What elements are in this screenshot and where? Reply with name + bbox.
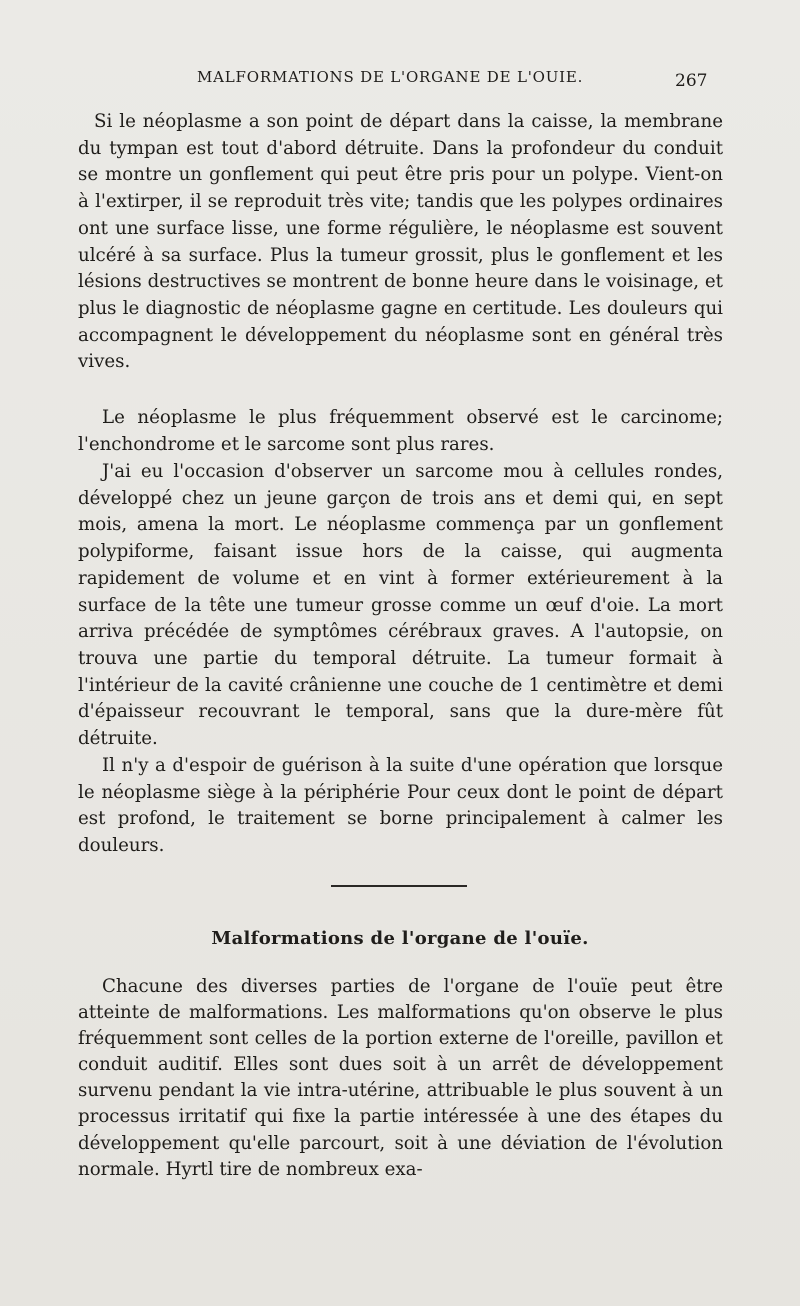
running-title: MALFORMATIONS DE L'ORGANE DE L'OUIE.: [197, 68, 584, 86]
paragraph-case-report: J'ai eu l'occasion d'observer un sarcome mou à cellules rondes, développé chez un jeune garçon de trois ans et demi qui, en sept mois, amena la mort. Le néoplasme commença par un gonflement polypiforme, faisant issue hors de la caisse, qui augmenta rapidement de volume et en vint à former extérieurement à la surface de la tête une tumeur grosse comme un œuf d'oie. La mort arriva précédée de symptômes cérébraux graves. A l'autopsie, on trouva une partie du temporal détruite. La tumeur formait à l'intérieur de la cavité crânienne une couche de 1 centimètre et demi d'épaisseur recouvrant le temporal, sans que la dure-mère fût détruite.: [78, 461, 723, 750]
paragraph-neoplasm-types: Le néoplasme le plus fréquemment observé est le carcinome; l'enchondrome et le sarcome sont plus rares.: [78, 407, 723, 455]
paragraph-prognosis: Il n'y a d'espoir de guérison à la suite d'une opération que lorsque le néoplasme siège à la périphérie Pour ceux dont le point de départ est profond, le traitement se borne principalement à calmer les douleurs.: [78, 755, 723, 857]
section-heading: Malformations de l'organe de l'ouïe.: [211, 928, 589, 949]
paragraph-neoplasm-description: Si le néoplasme a son point de départ dans la caisse, la membrane du tympan est tout d'abord détruite. Dans la profondeur du conduit se montre un gonflement qui peut être pris pour un polype. Vient-on à l'extirper, il se reproduit très vite; tandis que les polypes ordinaires ont une surface lisse, une forme régulière, le néoplasme est souvent ulcéré à sa surface. Plus la tumeur grossit, plus le gonflement et les lésions destructives se montrent de bonne heure dans le voisinage, et plus le diagnostic de néoplasme gagne en certitude. Les douleurs qui accompagnent le développement du néoplasme sont en général très vives.: [78, 111, 723, 373]
page-number: 267: [675, 71, 708, 91]
page-header: [0, 64, 800, 94]
paragraph-malformations-intro: Chacune des diverses parties de l'organe de l'ouïe peut être atteinte de malformations. Les malformations qu'on observe le plus fréquemment sont celles de la portion externe de l'oreille, pavillon et conduit auditif. Elles sont dues soit à un arrêt de développement survenu pendant la vie intra-utérine, attribuable le plus souvent à un processus irritatif qui fixe la partie intéressée à une des étapes du développement qu'elle parcourt, soit à une déviation de l'évolution normale. Hyrtl tire de nombreux exa-: [78, 976, 723, 1180]
section-divider: [331, 885, 467, 887]
